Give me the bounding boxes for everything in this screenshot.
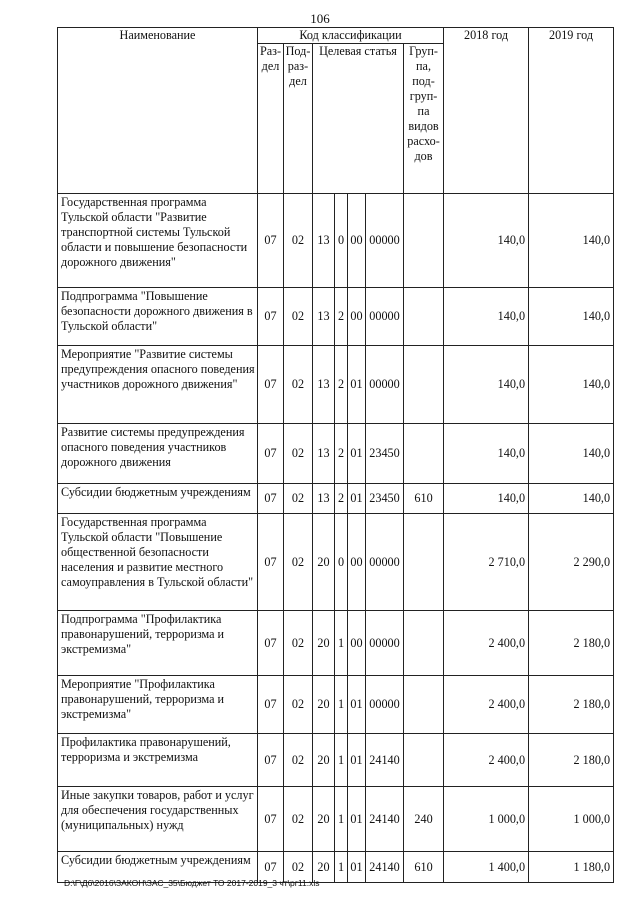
section-code: 07 [258,514,284,611]
expense-group [404,734,444,787]
amount-2019: 1 180,0 [529,852,614,883]
expense-group: 610 [404,852,444,883]
target-event: 01 [348,484,366,514]
header-name: Наименование [58,28,258,194]
amount-2019: 2 180,0 [529,611,614,676]
table-row [58,787,614,852]
target-direction: 00000 [366,514,404,611]
target-program: 20 [313,676,335,734]
subsection-code: 02 [284,346,313,424]
header-group: Груп- па, под- груп- па видов расхо- дов [404,44,444,194]
header-2018: 2018 год [444,28,529,194]
target-event: 01 [348,852,366,883]
amount-2019: 140,0 [529,194,614,288]
target-event: 00 [348,611,366,676]
target-direction: 00000 [366,611,404,676]
table-row [58,734,614,787]
table-row [58,676,614,734]
expense-group [404,611,444,676]
amount-2018: 140,0 [444,346,529,424]
amount-2019: 140,0 [529,288,614,346]
subsection-code: 02 [284,787,313,852]
row-name: Подпрограмма "Профилактика правонарушений, терроризма и экстремизма" [58,611,258,676]
target-direction: 24140 [366,852,404,883]
page-number: 106 [310,11,330,26]
subsection-code: 02 [284,611,313,676]
header-2019: 2019 год [529,28,614,194]
table-row [58,346,614,424]
row-name: Субсидии бюджетным учреждениям [58,484,258,514]
row-name: Субсидии бюджетным учреждениям [58,852,258,883]
table-row [58,194,614,288]
header-section: Раз- дел [258,44,284,194]
target-subprogram: 1 [335,787,348,852]
target-direction: 00000 [366,288,404,346]
expense-group [404,514,444,611]
amount-2018: 140,0 [444,194,529,288]
target-subprogram: 1 [335,852,348,883]
amount-2018: 1 000,0 [444,787,529,852]
section-code: 07 [258,611,284,676]
target-program: 20 [313,734,335,787]
target-event: 00 [348,514,366,611]
amount-2019: 2 290,0 [529,514,614,611]
target-subprogram: 1 [335,734,348,787]
target-direction: 24140 [366,734,404,787]
expense-group [404,346,444,424]
amount-2019: 140,0 [529,346,614,424]
amount-2018: 140,0 [444,484,529,514]
section-code: 07 [258,194,284,288]
target-program: 13 [313,346,335,424]
row-name: Государственная программа Тульской области "Развитие транспортной системы Тульской области и повышение безопасности дорожного движения" [58,194,258,288]
target-subprogram: 2 [335,288,348,346]
amount-2018: 1 400,0 [444,852,529,883]
table-body [58,194,614,883]
expense-group: 240 [404,787,444,852]
expense-group [404,676,444,734]
target-subprogram: 2 [335,346,348,424]
section-code: 07 [258,424,284,484]
amount-2018: 140,0 [444,424,529,484]
subsection-code: 02 [284,514,313,611]
target-subprogram: 1 [335,676,348,734]
table-row [58,514,614,611]
target-event: 01 [348,424,366,484]
target-event: 01 [348,676,366,734]
target-program: 20 [313,787,335,852]
target-event: 00 [348,288,366,346]
header-row-1 [58,28,614,44]
amount-2018: 2 400,0 [444,676,529,734]
subsection-code: 02 [284,852,313,883]
expense-group [404,288,444,346]
section-code: 07 [258,484,284,514]
subsection-code: 02 [284,424,313,484]
header-code: Код классификации [258,28,444,44]
table-row [58,288,614,346]
table-row [58,484,614,514]
target-program: 20 [313,852,335,883]
amount-2019: 2 180,0 [529,676,614,734]
amount-2019: 140,0 [529,484,614,514]
target-direction: 00000 [366,194,404,288]
header-subsection: Под- раз- дел [284,44,313,194]
row-name: Мероприятие "Профилактика правонарушений, терроризма и экстремизма" [58,676,258,734]
section-code: 07 [258,288,284,346]
amount-2019: 1 000,0 [529,787,614,852]
subsection-code: 02 [284,484,313,514]
target-program: 13 [313,484,335,514]
target-program: 13 [313,424,335,484]
target-subprogram: 2 [335,424,348,484]
file-path-footer: D:\Г\Д6\2016\ЗАКОН\ЗАС_35\Бюджет ТО 2017-2019_3 чт\рг11.xls [64,878,320,888]
budget-table [57,27,614,883]
target-program: 20 [313,514,335,611]
amount-2019: 140,0 [529,424,614,484]
target-subprogram: 1 [335,611,348,676]
subsection-code: 02 [284,194,313,288]
section-code: 07 [258,676,284,734]
target-subprogram: 2 [335,484,348,514]
section-code: 07 [258,852,284,883]
row-name: Подпрограмма "Повышение безопасности дорожного движения в Тульской области" [58,288,258,346]
table-row [58,424,614,484]
expense-group [404,194,444,288]
header-target: Целевая статья [313,44,404,194]
target-event: 00 [348,194,366,288]
row-name: Развитие системы предупреждения опасного поведения участников дорожного движения [58,424,258,484]
target-direction: 00000 [366,676,404,734]
section-code: 07 [258,787,284,852]
section-code: 07 [258,734,284,787]
expense-group: 610 [404,484,444,514]
amount-2018: 140,0 [444,288,529,346]
expense-group [404,424,444,484]
section-code: 07 [258,346,284,424]
target-subprogram: 0 [335,194,348,288]
target-event: 01 [348,787,366,852]
target-program: 13 [313,194,335,288]
subsection-code: 02 [284,676,313,734]
row-name: Иные закупки товаров, работ и услуг для обеспечения государственных (муниципальных) нужд [58,787,258,852]
target-direction: 23450 [366,484,404,514]
subsection-code: 02 [284,734,313,787]
target-direction: 00000 [366,346,404,424]
amount-2018: 2 710,0 [444,514,529,611]
target-direction: 24140 [366,787,404,852]
amount-2019: 2 180,0 [529,734,614,787]
target-direction: 23450 [366,424,404,484]
subsection-code: 02 [284,288,313,346]
target-event: 01 [348,734,366,787]
target-program: 20 [313,611,335,676]
target-program: 13 [313,288,335,346]
target-subprogram: 0 [335,514,348,611]
amount-2018: 2 400,0 [444,611,529,676]
row-name: Мероприятие "Развитие системы предупреждения опасного поведения участников дорожного движения" [58,346,258,424]
amount-2018: 2 400,0 [444,734,529,787]
row-name: Государственная программа Тульской области "Повышение общественной безопасности населения и развитие местного самоуправления в Тульской области" [58,514,258,611]
target-event: 01 [348,346,366,424]
table-row [58,611,614,676]
row-name: Профилактика правонарушений, терроризма и экстремизма [58,734,258,787]
